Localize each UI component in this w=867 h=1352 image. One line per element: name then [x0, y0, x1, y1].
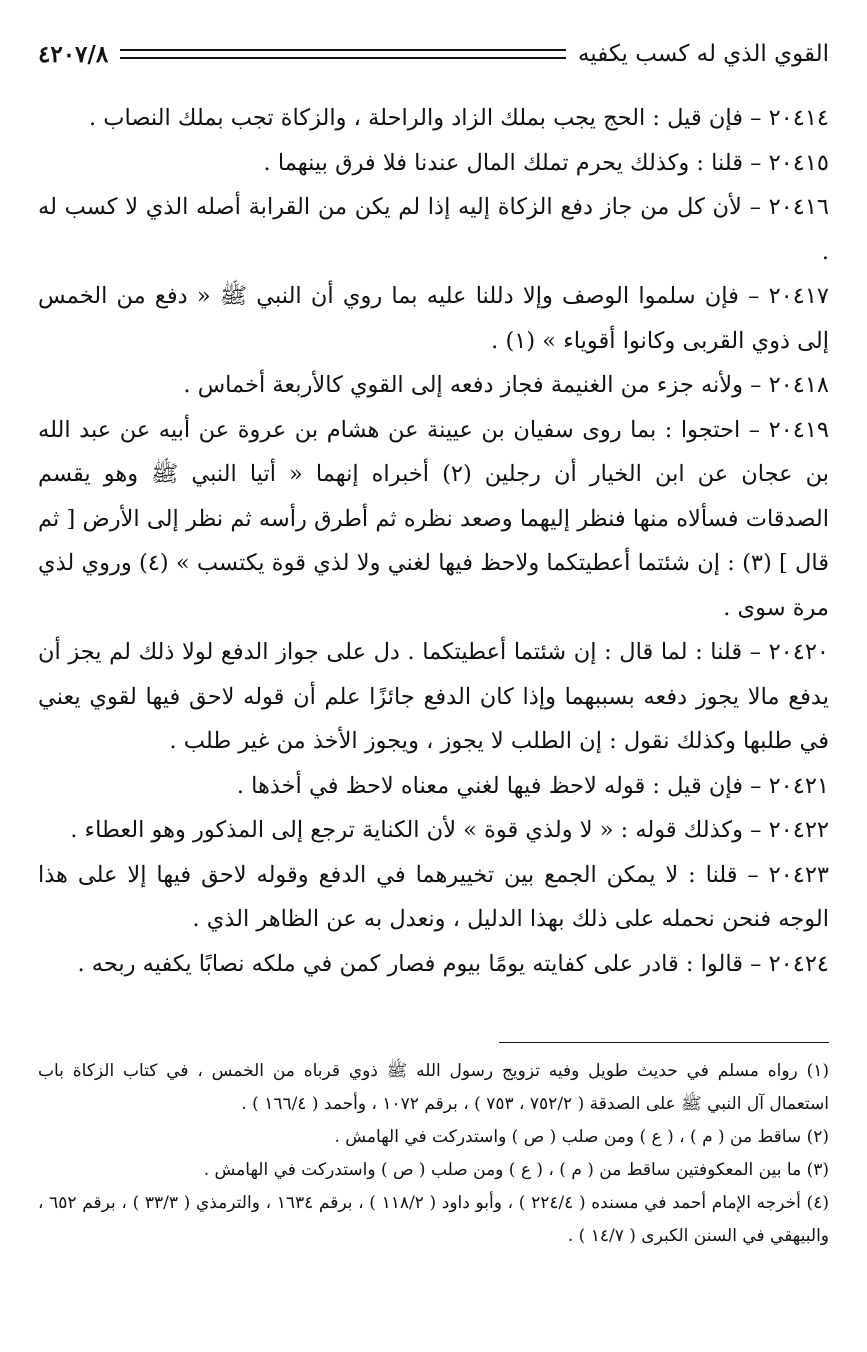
paragraph-20416: ٢٠٤١٦ – لأن كل من جاز دفع الزكاة إليه إذا لم يكن من القرابة أصله الذي لا كسب له .	[38, 194, 829, 265]
paragraph-20422: ٢٠٤٢٢ – وكذلك قوله : « لا ولذي قوة » لأن الكناية ترجع إلى المذكور وهو العطاء .	[70, 817, 829, 843]
header-title: القوي الذي له كسب يكفيه	[577, 41, 829, 67]
footnote-2: (٢) ساقط من ( م ) ، ( ع ) ومن صلب ( ص ) واستدركت في الهامش .	[334, 1127, 829, 1147]
main-text	[38, 96, 829, 986]
paragraph-20423: ٢٠٤٢٣ – قلنا : لا يمكن الجمع بين تخييرهما في الدفع وقوله لاحق فيها إلا على هذا الوجه فنحن نحمله على ذلك بهذا الدليل ، ونعدل به عن الظاهر الذي .	[38, 861, 829, 932]
footnote-3: (٣) ما بين المعكوفتين ساقط من ( م ) ، ( ع ) ومن صلب ( ص ) واستدركت في الهامش .	[203, 1160, 829, 1180]
running-header	[38, 34, 829, 74]
paragraph-20419: ٢٠٤١٩ – احتجوا : بما روى سفيان بن عيينة عن هشام بن عروة عن أبيه عن عبد الله بن عجان عن ابن الخيار أن رجلين (٢) أخبراه إنهما « أتيا النبي ﷺ وهو يقسم الصدقات فسألاه منها فنظر إليهما وصعد نظره ثم أطرق رأسه ثم نظر إلى الأرض [ ثم قال ] (٣) : إن شئتما أعطيتكما ولاحظ فيها لغني ولا لذي قوة يكتسب » (٤) وروي لذي مرة سوى .	[38, 416, 829, 621]
footnote-4: (٤) أخرجه الإمام أحمد في مسنده ( ٢٢٤/٤ ) ، وأبو داود ( ١١٨/٢ ) ، برقم ١٦٣٤ ، والترمذي ( ٣٣/٣ ) ، برقم ٦٥٢ ، والبيهقي في السنن الكبرى ( ١٤/٧ ) .	[38, 1193, 829, 1246]
paragraph-20424: ٢٠٤٢٤ – قالوا : قادر على كفايته يومًا بيوم فصار كمن في ملكه نصابًا يكفيه ربحه .	[77, 950, 829, 977]
header-rule	[120, 49, 566, 59]
page-number: ٤٢٠٧/٨	[38, 40, 109, 68]
paragraph-20418: ٢٠٤١٨ – ولأنه جزء من الغنيمة فجاز دفعه إلى القوي كالأربعة أخماس .	[183, 372, 829, 398]
paragraph-20417: ٢٠٤١٧ – فإن سلموا الوصف وإلا دللنا عليه بما روي أن النبي ﷺ « دفع من الخمس إلى ذوي القربى وكانوا أقوياء » (١) .	[38, 283, 829, 354]
paragraph-20420: ٢٠٤٢٠ – قلنا : لما قال : إن شئتما أعطيتكما . دل على جواز الدفع لولا ذلك لم يجز أن يدفع مالا يجوز دفعه بسببهما وإذا كان الدفع جائزًا علم أن قوله لاحق فيها لقوي يعني في طلبها وكذلك نقول : إن الطلب لا يجوز ، ويجوز الأخذ من غير طلب .	[38, 639, 829, 754]
paragraph-20415: ٢٠٤١٥ – قلنا : وكذلك يحرم تملك المال عندنا فلا فرق بينهما .	[263, 149, 829, 176]
paragraph-20414: ٢٠٤١٤ – فإن قيل : الحج يجب بملك الزاد والراحلة ، والزكاة تجب بملك النصاب .	[89, 105, 829, 131]
footnotes	[38, 1055, 829, 1253]
footnote-separator	[499, 1042, 829, 1043]
paragraph-20421: ٢٠٤٢١ – فإن قيل : قوله لاحظ فيها لغني معناه لاحظ في أخذها .	[236, 772, 829, 799]
footnote-1: (١) رواه مسلم في حديث طويل وفيه تزويج رسول الله ﷺ ذوي قرباه من الخمس ، في كتاب الزكاة باب استعمال آل النبي ﷺ على الصدقة ( ٧٥٢/٢ ، ٧٥٣ ) ، برقم ١٠٧٢ ، وأحمد ( ١٦٦/٤ ) .	[38, 1061, 829, 1114]
